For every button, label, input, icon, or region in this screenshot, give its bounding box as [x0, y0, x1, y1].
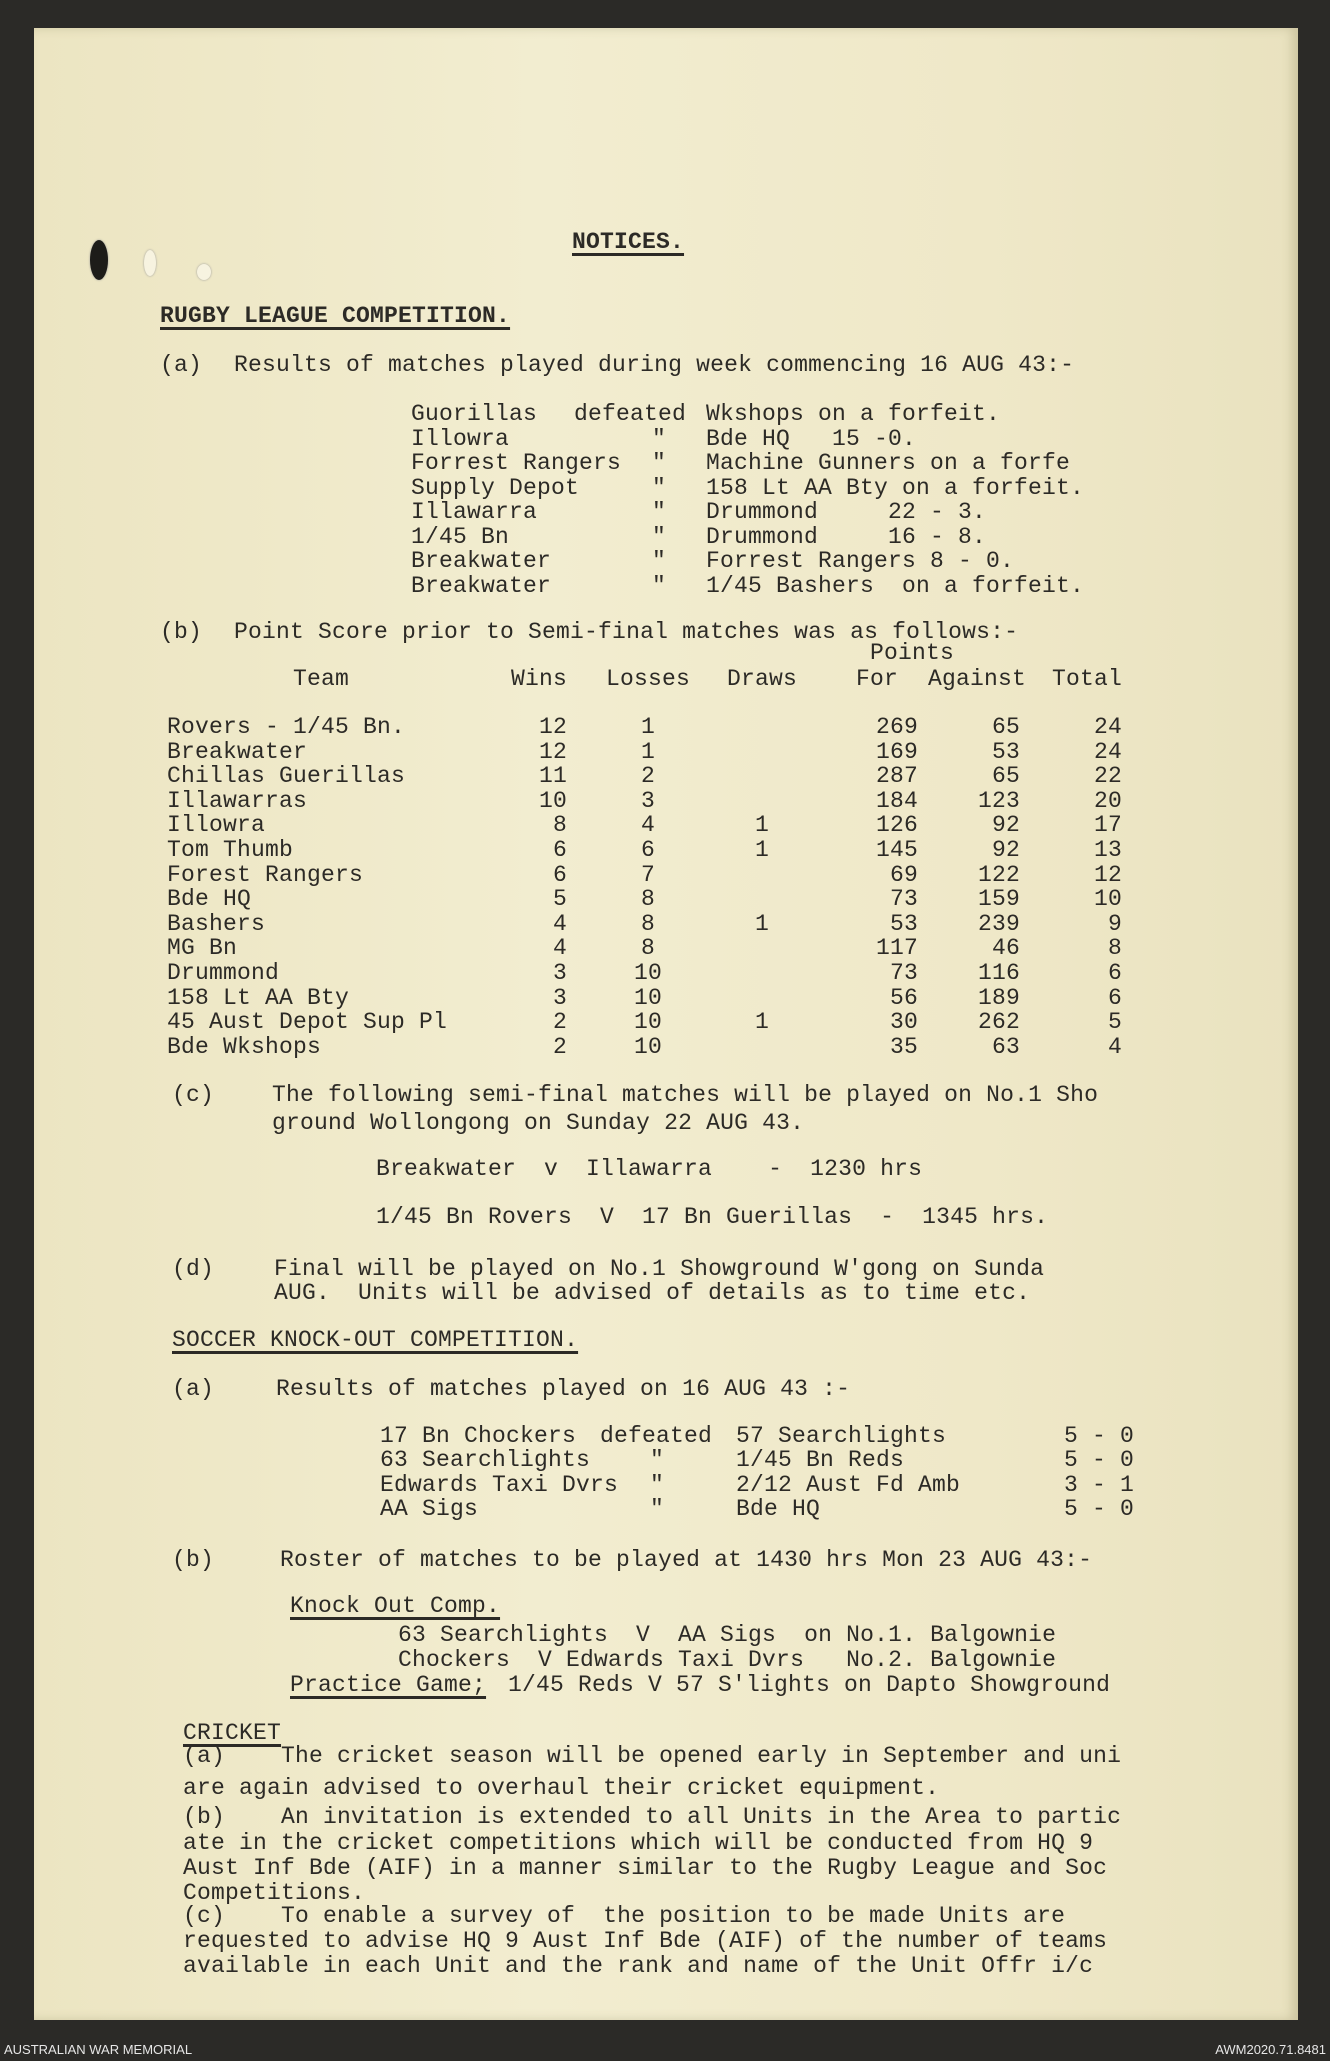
soccer-loser: 57 Searchlights	[736, 1423, 947, 1449]
result-winner: Guorillas	[411, 401, 538, 427]
soccer-score: 5 - 0	[1064, 1447, 1135, 1474]
cell-wins: 3	[552, 984, 567, 1011]
cell-total: 6	[1107, 984, 1122, 1011]
result-verb: "	[652, 548, 667, 574]
result-detail: Bde HQ 15 -0.	[706, 425, 917, 452]
cricket-line: ate in the cricket competitions which will be conducted from HQ 9	[183, 1830, 1094, 1856]
result-verb: defeated	[574, 401, 687, 427]
cell-losses: 8	[640, 886, 655, 913]
result-detail: Forrest Rangers 8 - 0.	[706, 548, 1015, 574]
cell-total: 5	[1107, 1009, 1122, 1036]
cell-points-against: 92	[991, 812, 1020, 839]
soccer-winner: AA Sigs	[380, 1495, 479, 1522]
practice-text: 1/45 Reds V 57 S'lights on Dapto Showground	[494, 1672, 1111, 1698]
semi-final-match: Breakwater v Illawarra - 1230 hrs	[376, 1156, 923, 1182]
cell-losses: 3	[640, 787, 655, 814]
result-winner: Breakwater	[411, 572, 552, 599]
cell-team: Bde Wkshops	[167, 1033, 322, 1060]
cricket-line: are again advised to overhaul their cricket equipment.	[183, 1775, 940, 1801]
cell-points-against: 46	[991, 935, 1020, 962]
rugby-b-label: (b)	[160, 619, 203, 645]
cell-total: 12	[1093, 861, 1122, 888]
cell-draws: 1	[754, 812, 769, 839]
cricket-line: (c) To enable a survey of the position to be made Units are	[183, 1903, 1066, 1929]
soccer-verb: "	[650, 1447, 665, 1474]
semi-final-match: 1/45 Bn Rovers V 17 Bn Guerillas - 1345 hrs.	[376, 1204, 1049, 1230]
cell-points-for: 269	[875, 714, 918, 740]
cell-losses: 10	[633, 1033, 662, 1060]
rugby-d-line: AUG. Units will be advised of details as to time etc.	[274, 1280, 1031, 1306]
soccer-heading: SOCCER KNOCK-OUT COMPETITION.	[172, 1327, 579, 1353]
rugby-a-label: (a)	[160, 352, 203, 378]
cell-wins: 12	[538, 738, 567, 765]
points-group-header: Points	[870, 640, 955, 666]
cell-total: 20	[1093, 787, 1122, 814]
cricket-heading: CRICKET	[183, 1720, 282, 1746]
cell-team: Breakwater	[167, 738, 308, 765]
soccer-b-label: (b)	[172, 1547, 215, 1573]
cell-points-for: 117	[875, 935, 918, 962]
cricket-line: Competitions.	[183, 1880, 366, 1906]
cell-wins: 3	[552, 960, 567, 986]
result-detail: Drummond 22 - 3.	[706, 499, 987, 525]
soccer-winner: Edwards Taxi Dvrs	[380, 1471, 619, 1498]
cricket-line: (a) The cricket season will be opened early in September and uni	[183, 1743, 1122, 1769]
result-winner: Illawarra	[411, 499, 538, 525]
column-header-team: Team	[293, 666, 350, 692]
cell-team: 45 Aust Depot Sup Pl	[167, 1009, 448, 1036]
rugby-c-label: (c)	[172, 1082, 215, 1108]
cell-losses: 6	[640, 837, 655, 863]
cell-points-for: 184	[875, 787, 918, 814]
cell-team: 158 Lt AA Bty	[167, 984, 350, 1011]
cell-points-for: 73	[889, 886, 918, 913]
cell-points-against: 123	[977, 787, 1020, 814]
cell-draws: 1	[754, 910, 769, 937]
cell-points-for: 56	[889, 984, 918, 1011]
cell-points-against: 63	[991, 1033, 1020, 1060]
cell-draws: 1	[754, 837, 769, 863]
soccer-score: 5 - 0	[1064, 1423, 1135, 1449]
cell-points-for: 287	[875, 763, 918, 790]
result-verb: "	[652, 425, 667, 452]
cell-points-for: 73	[889, 960, 918, 986]
cricket-line: Aust Inf Bde (AIF) in a manner similar to the Rugby League and Soc	[183, 1855, 1108, 1881]
result-detail: Wkshops on a forfeit.	[706, 401, 1001, 427]
cell-team: Illowra	[167, 812, 266, 839]
cell-points-against: 92	[991, 837, 1020, 863]
cell-losses: 10	[633, 1009, 662, 1036]
punch-hole	[144, 250, 156, 276]
cell-team: Tom Thumb	[167, 837, 294, 863]
result-winner: Supply Depot	[411, 474, 580, 501]
soccer-loser: Bde HQ	[736, 1495, 821, 1522]
page-title: NOTICES.	[572, 229, 685, 255]
cell-points-against: 239	[977, 910, 1020, 937]
rugby-a-text: Results of matches played during week commencing 16 AUG 43:-	[234, 352, 1075, 378]
cell-losses: 8	[640, 910, 655, 937]
cell-wins: 12	[538, 714, 567, 740]
cell-total: 13	[1093, 837, 1122, 863]
rugby-d-line: Final will be played on No.1 Showground W'gong on Sunda	[274, 1256, 1045, 1282]
cell-points-against: 65	[991, 763, 1020, 790]
cell-points-for: 35	[889, 1033, 918, 1060]
cell-total: 8	[1107, 935, 1122, 962]
cricket-line: available in each Unit and the rank and name of the Unit Offr i/c	[183, 1953, 1094, 1979]
result-detail: 1/45 Bashers on a forfeit.	[706, 572, 1085, 599]
punch-hole	[90, 240, 108, 280]
cell-wins: 2	[552, 1009, 567, 1036]
cell-team: MG Bn	[167, 935, 238, 962]
cell-wins: 10	[538, 787, 567, 814]
rugby-d-label: (d)	[172, 1256, 215, 1282]
rugby-c-line: ground Wollongong on Sunday 22 AUG 43.	[272, 1110, 805, 1136]
soccer-winner: 63 Searchlights	[380, 1447, 591, 1474]
cell-points-against: 65	[991, 714, 1020, 740]
soccer-score: 5 - 0	[1064, 1495, 1135, 1522]
column-header-total: Total	[1051, 666, 1122, 692]
cell-points-for: 145	[875, 837, 918, 863]
footer-accession-number: AWM2020.71.8481	[1215, 2042, 1326, 2057]
footer-credit: AUSTRALIAN WAR MEMORIAL	[4, 2042, 193, 2057]
rugby-c-line: The following semi-final matches will be played on No.1 Sho	[272, 1082, 1099, 1108]
cell-total: 4	[1107, 1033, 1122, 1060]
result-winner: Forrest Rangers	[411, 450, 622, 476]
cell-points-against: 53	[991, 738, 1020, 765]
punch-hole	[197, 264, 211, 280]
cell-points-against: 122	[977, 861, 1020, 888]
cell-losses: 10	[633, 960, 662, 986]
result-winner: 1/45 Bn	[411, 523, 510, 550]
cell-team: Bde HQ	[167, 886, 252, 913]
rugby-b-text: Point Score prior to Semi-final matches was as follows:-	[234, 619, 1019, 645]
cell-points-for: 53	[889, 910, 918, 937]
soccer-verb: defeated	[600, 1423, 713, 1449]
cricket-line: (b) An invitation is extended to all Units in the Area to partic	[183, 1804, 1122, 1830]
cell-total: 10	[1093, 886, 1122, 913]
cell-wins: 4	[552, 935, 567, 962]
result-detail: Machine Gunners on a forfe	[706, 450, 1071, 476]
knockout-fixture: Chockers V Edwards Taxi Dvrs No.2. Balgownie	[398, 1647, 1057, 1673]
column-header-against: Against	[928, 666, 1027, 692]
cell-total: 6	[1107, 960, 1122, 986]
cell-losses: 8	[640, 935, 655, 962]
column-header-draws: Draws	[726, 666, 797, 692]
cell-team: Chillas Guerillas	[167, 763, 406, 790]
result-winner: Illowra	[411, 425, 510, 452]
cell-points-against: 159	[977, 886, 1020, 913]
cell-total: 24	[1093, 738, 1122, 765]
cell-points-for: 169	[875, 738, 918, 765]
soccer-verb: "	[650, 1495, 665, 1522]
cell-losses: 7	[640, 861, 655, 888]
soccer-a-label: (a)	[172, 1376, 215, 1402]
result-winner: Breakwater	[411, 548, 552, 574]
cell-total: 17	[1093, 812, 1122, 839]
cell-wins: 8	[552, 812, 567, 839]
cell-losses: 1	[640, 714, 655, 740]
cell-wins: 5	[552, 886, 567, 913]
soccer-winner: 17 Bn Chockers	[380, 1423, 577, 1449]
soccer-a-text: Results of matches played on 16 AUG 43 :-	[276, 1376, 851, 1402]
cell-team: Bashers	[167, 910, 266, 937]
result-detail: Drummond 16 - 8.	[706, 523, 987, 550]
result-verb: "	[652, 523, 667, 550]
practice-label: Practice Game;	[290, 1672, 487, 1698]
soccer-score: 3 - 1	[1064, 1471, 1135, 1498]
result-verb: "	[652, 499, 667, 525]
column-header-for: For	[856, 666, 899, 692]
cell-points-for: 126	[875, 812, 918, 839]
rugby-heading: RUGBY LEAGUE COMPETITION.	[160, 303, 511, 329]
knockout-fixture: 63 Searchlights V AA Sigs on No.1. Balgownie	[398, 1622, 1057, 1648]
cell-losses: 2	[640, 763, 655, 790]
cell-wins: 11	[538, 763, 567, 790]
soccer-b-text: Roster of matches to be played at 1430 hrs Mon 23 AUG 43:-	[280, 1547, 1093, 1573]
result-verb: "	[652, 572, 667, 599]
cell-total: 9	[1107, 910, 1122, 937]
cell-wins: 2	[552, 1033, 567, 1060]
result-verb: "	[652, 450, 667, 476]
cell-team: Illawarras	[167, 787, 308, 814]
cell-team: Drummond	[167, 960, 280, 986]
column-header-losses: Losses	[605, 666, 690, 692]
cell-losses: 10	[633, 984, 662, 1011]
cell-losses: 1	[640, 738, 655, 765]
cell-team: Rovers - 1/45 Bn.	[167, 714, 406, 740]
cell-points-for: 30	[889, 1009, 918, 1036]
soccer-loser: 1/45 Bn Reds	[736, 1447, 905, 1474]
cell-points-against: 189	[977, 984, 1020, 1011]
result-detail: 158 Lt AA Bty on a forfeit.	[706, 474, 1085, 501]
cell-draws: 1	[754, 1009, 769, 1036]
cell-team: Forest Rangers	[167, 861, 364, 888]
soccer-loser: 2/12 Aust Fd Amb	[736, 1471, 961, 1498]
result-verb: "	[652, 474, 667, 501]
cell-wins: 4	[552, 910, 567, 937]
knockout-heading: Knock Out Comp.	[290, 1593, 501, 1619]
column-header-wins: Wins	[510, 666, 567, 692]
cricket-line: requested to advise HQ 9 Aust Inf Bde (AIF) of the number of teams	[183, 1928, 1108, 1954]
cell-points-against: 116	[977, 960, 1020, 986]
cell-points-for: 69	[889, 861, 918, 888]
cell-points-against: 262	[977, 1009, 1020, 1036]
soccer-verb: "	[650, 1471, 665, 1498]
cell-total: 22	[1093, 763, 1122, 790]
cell-wins: 6	[552, 861, 567, 888]
cell-losses: 4	[640, 812, 655, 839]
cell-total: 24	[1093, 714, 1122, 740]
cell-wins: 6	[552, 837, 567, 863]
